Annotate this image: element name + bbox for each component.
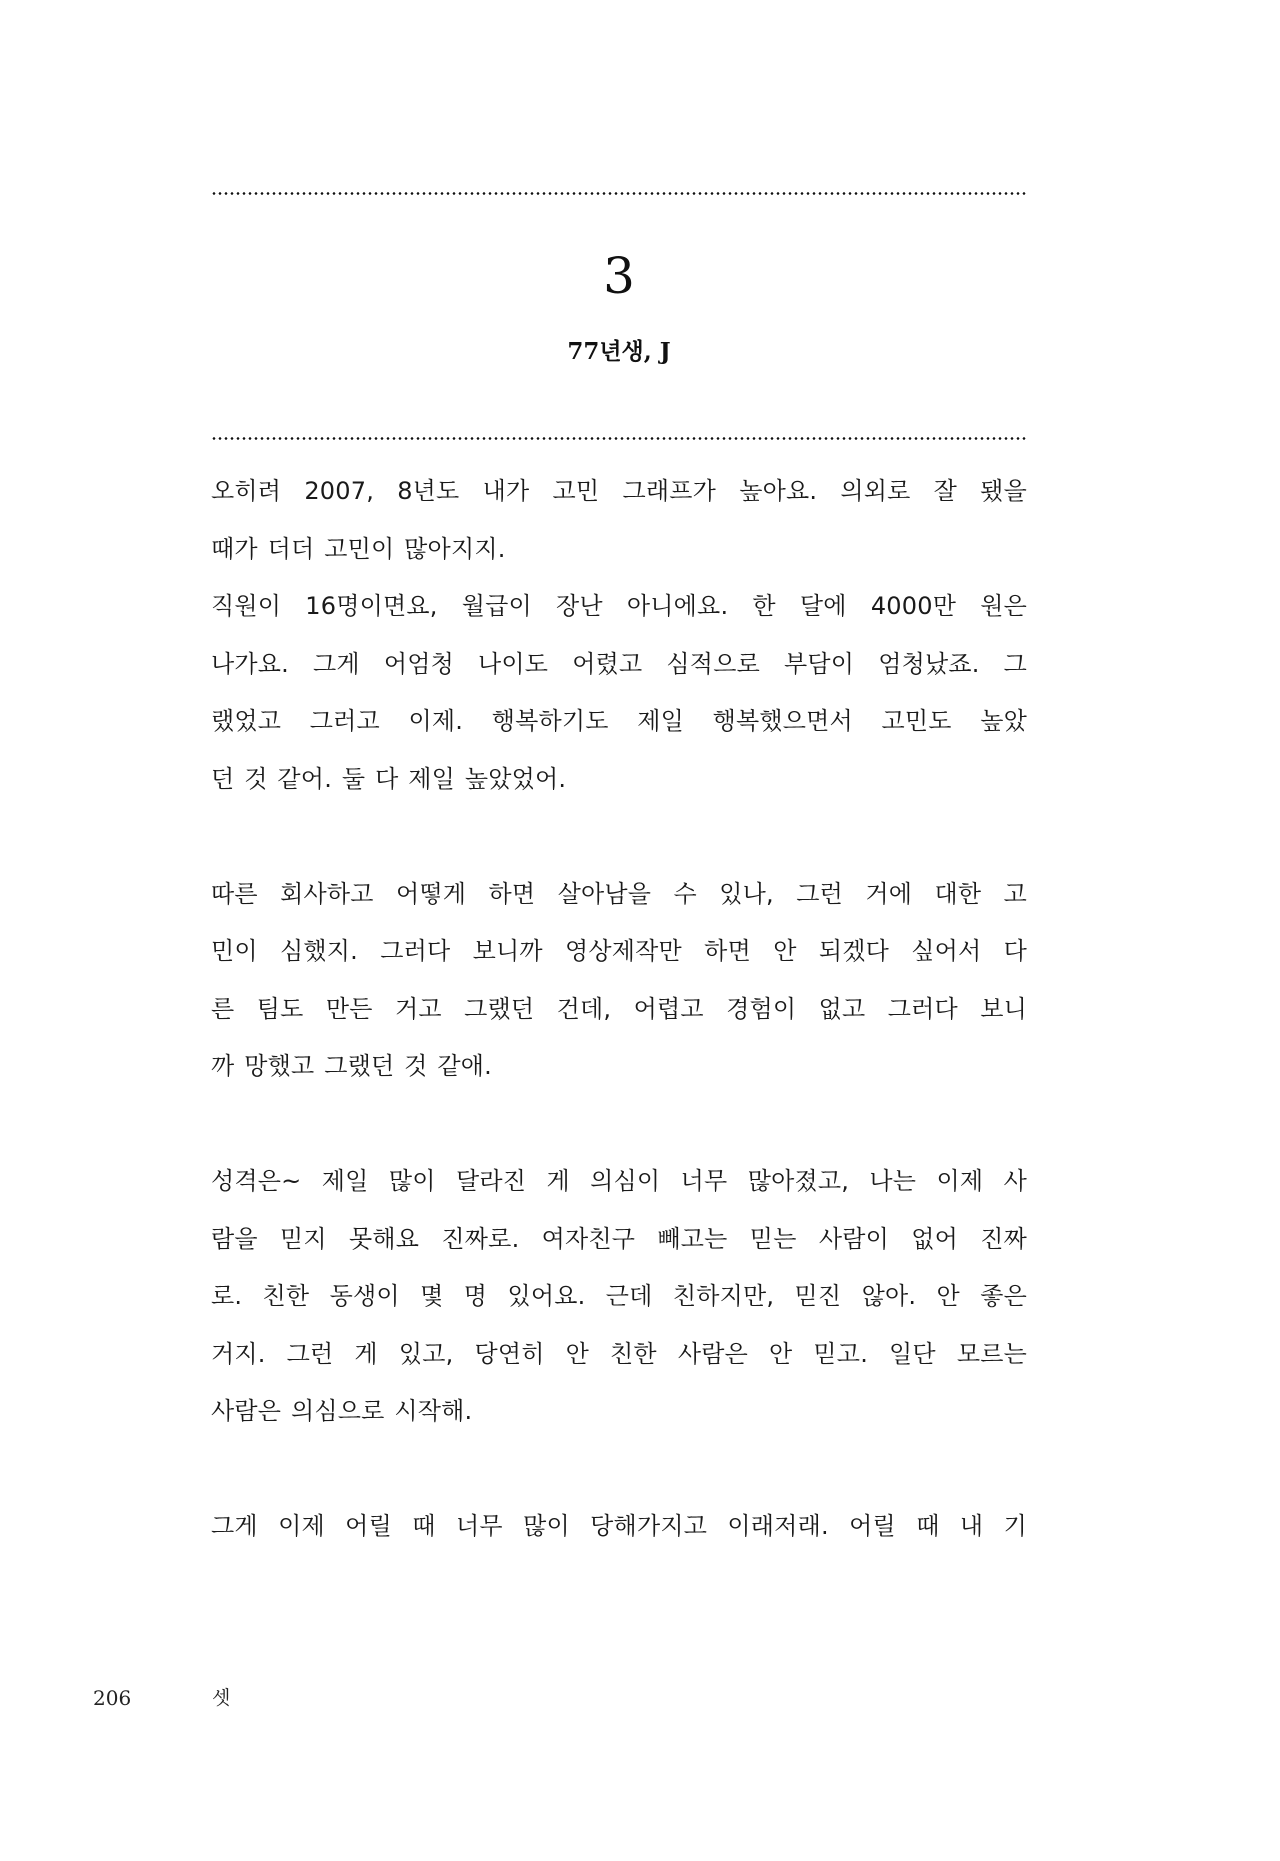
text-line: 오히려 2007, 8년도 내가 고민 그래프가 높아요. 의외로 잘 됐을 — [211, 477, 1027, 505]
running-footer-section: 셋 — [212, 1687, 231, 1709]
text-line: 른 팀도 만든 거고 그랬던 건데, 어렵고 경험이 없고 그러다 보니 — [211, 994, 1027, 1023]
text-line: 던 것 같어. 둘 다 제일 높았었어. — [211, 764, 567, 793]
text-line: 람을 믿지 못해요 진짜로. 여자친구 빼고는 믿는 사람이 없어 진짜 — [211, 1224, 1027, 1253]
chapter-subtitle: 77년생, J — [567, 338, 671, 365]
text-line: 때가 더더 고민이 많아지지. — [211, 534, 506, 563]
paragraph-3 — [211, 1153, 1027, 1441]
text-line: 민이 심했지. 그러다 보니까 영상제작만 하면 안 되겠다 싶어서 다 — [211, 937, 1027, 965]
text-line: 직원이 16명이면요, 월급이 장난 아니에요. 한 달에 4000만 원은 — [211, 592, 1027, 620]
body-text — [211, 463, 1027, 1556]
text-line: 그게 이제 어릴 때 너무 많이 당해가지고 이래저래. 어릴 때 내 기 — [211, 1512, 1027, 1540]
page-number: 206 — [93, 1686, 132, 1710]
text-line: 거지. 그런 게 있고, 당연히 안 친한 사람은 안 믿고. 일단 모르는 — [211, 1339, 1027, 1368]
text-line: 사람은 의심으로 시작해. — [211, 1397, 473, 1425]
text-line: 랬었고 그러고 이제. 행복하기도 제일 행복했으면서 고민도 높았 — [211, 707, 1027, 735]
top-dotted-divider — [211, 192, 1027, 195]
text-line: 로. 친한 동생이 몇 명 있어요. 근데 친하지만, 믿진 않아. 안 좋은 — [211, 1282, 1027, 1310]
chapter-number: 3 — [603, 247, 635, 305]
text-line: 성격은~ 제일 많이 달라진 게 의심이 너무 많아졌고, 나는 이제 사 — [211, 1167, 1027, 1195]
text-line: 따른 회사하고 어떻게 하면 살아남을 수 있나, 그런 거에 대한 고 — [211, 879, 1027, 908]
bottom-dotted-divider — [211, 437, 1027, 440]
paragraph-1 — [211, 463, 1027, 808]
text-line: 나가요. 그게 어엄청 나이도 어렸고 심적으로 부담이 엄청났죠. 그 — [211, 649, 1027, 678]
paragraph-2 — [211, 866, 1027, 1096]
text-line: 까 망했고 그랬던 것 같애. — [211, 1052, 492, 1080]
paragraph-4 — [211, 1498, 1027, 1556]
